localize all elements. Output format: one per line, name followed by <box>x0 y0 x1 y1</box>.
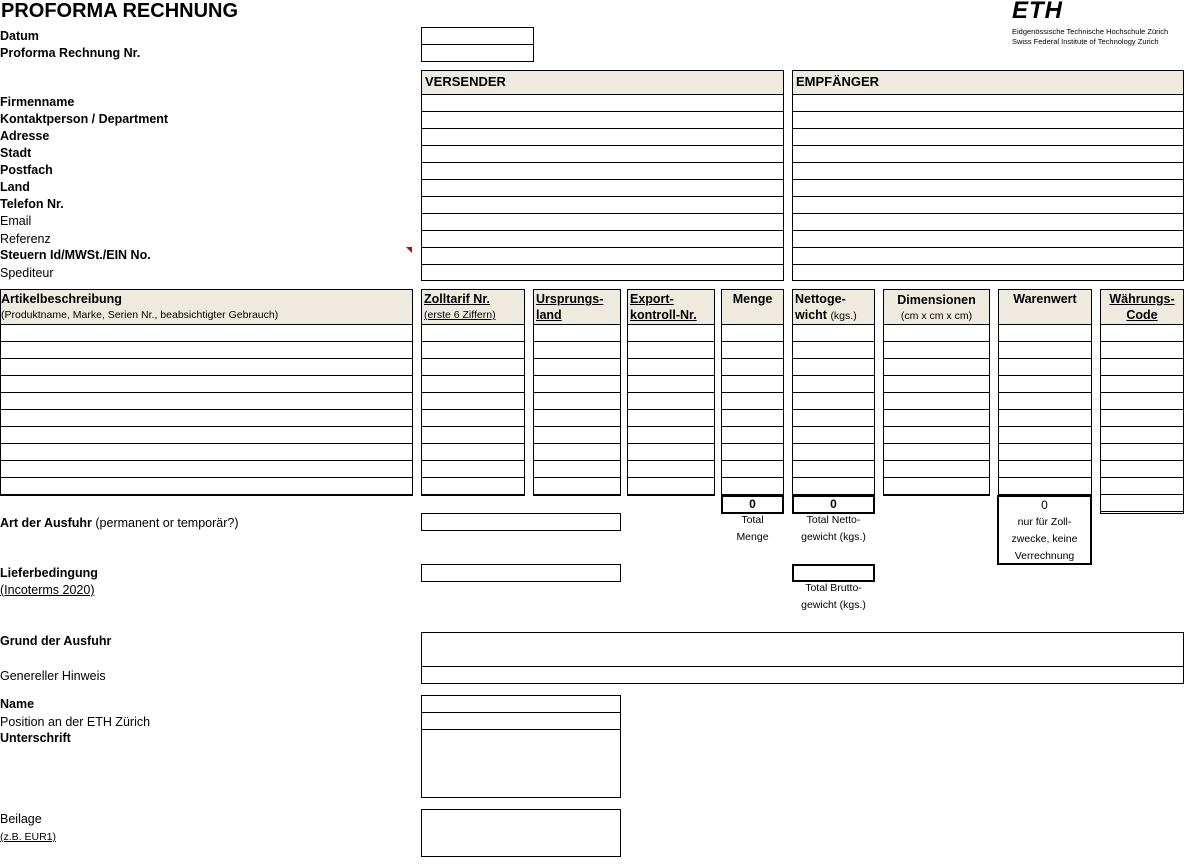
warenwert-rows[interactable] <box>998 324 1092 496</box>
col-artikel <box>0 289 413 325</box>
total-warenwert-note-1: nur für Zoll- <box>1017 516 1072 528</box>
col-ursprung-line1: Ursprungs- <box>536 292 604 306</box>
total-menge-label <box>721 512 784 546</box>
name-field[interactable] <box>421 695 621 713</box>
exportkontroll-rows[interactable] <box>627 324 715 496</box>
label-grund-der-ausfuhr: Grund der Ausfuhr <box>0 634 112 648</box>
col-warenwert-title: Warenwert <box>1013 292 1077 306</box>
menge-rows[interactable] <box>721 324 784 496</box>
label-firmenname: Firmenname <box>0 95 75 109</box>
position-field[interactable] <box>421 712 621 730</box>
total-netto-label <box>786 512 881 546</box>
total-netto-label-2: gewicht (kgs.) <box>801 531 866 543</box>
eth-logo-mark: ETH <box>1012 0 1063 24</box>
col-zolltarif <box>421 289 525 325</box>
artikel-rows[interactable] <box>0 324 413 496</box>
label-beilage-hint: (z.B. EUR1) <box>0 831 57 843</box>
label-steuern: Steuern Id/MWSt./EIN No. <box>0 248 151 262</box>
label-stadt: Stadt <box>0 146 32 160</box>
total-warenwert-value: 0 <box>1041 498 1048 512</box>
col-netto-line2: wicht <box>795 308 827 322</box>
label-art-der-ausfuhr-title: Art der Ausfuhr <box>0 516 92 530</box>
col-artikel-sub: (Produktname, Marke, Serien Nr., beabsichtigter Gebrauch) <box>1 309 279 321</box>
lieferbedingung-field[interactable] <box>421 564 621 582</box>
col-waehrung-line1: Währungs- <box>1109 292 1175 306</box>
col-waehrung-line2: Code <box>1126 308 1158 322</box>
col-zolltarif-sub: (erste 6 Ziffern) <box>424 309 496 321</box>
label-name: Name <box>0 697 35 711</box>
nettogewicht-rows[interactable] <box>792 324 875 496</box>
waehrung-rows[interactable] <box>1100 324 1184 514</box>
label-genereller-hinweis: Genereller Hinweis <box>0 669 106 683</box>
col-zolltarif-title: Zolltarif Nr. <box>424 292 490 306</box>
label-art-der-ausfuhr-hint: (permanent or temporär?) <box>95 516 239 530</box>
empfaenger-header: EMPFÄNGER <box>792 70 1184 95</box>
col-export-line1: Export- <box>630 292 674 306</box>
col-netto-line1: Nettoge- <box>795 292 846 306</box>
art-der-ausfuhr-field[interactable] <box>421 513 621 531</box>
label-email: Email <box>0 214 32 228</box>
col-warenwert <box>998 289 1092 325</box>
total-brutto-label-2: gewicht (kgs.) <box>801 599 866 611</box>
col-ursprungsland <box>533 289 621 325</box>
total-netto-value: 0 <box>792 495 875 514</box>
genereller-hinweis-field[interactable] <box>421 666 1184 684</box>
col-waehrung <box>1100 289 1184 325</box>
label-land: Land <box>0 180 30 194</box>
label-spediteur: Spediteur <box>0 266 54 280</box>
versender-fields[interactable] <box>421 94 784 281</box>
col-menge <box>721 289 784 325</box>
col-exportkontroll <box>627 289 715 325</box>
label-beilage: Beilage <box>0 812 42 826</box>
ursprungsland-rows[interactable] <box>533 324 621 496</box>
proforma-nr-field[interactable] <box>421 44 534 62</box>
label-adresse: Adresse <box>0 129 50 143</box>
total-netto-label-1: Total Netto- <box>806 514 861 526</box>
grund-der-ausfuhr-field[interactable] <box>421 632 1184 667</box>
col-menge-title: Menge <box>732 292 773 306</box>
page-title: PROFORMA RECHNUNG <box>1 0 239 22</box>
label-datum: Datum <box>0 29 39 43</box>
label-kontaktperson: Kontaktperson / Department <box>0 112 169 126</box>
col-export-line2: kontroll-Nr. <box>630 308 697 322</box>
col-dimensionen <box>883 289 990 325</box>
comment-marker-icon[interactable] <box>406 247 412 253</box>
label-referenz: Referenz <box>0 232 51 246</box>
col-dimensionen-title: Dimensionen <box>897 293 976 307</box>
versender-header: VERSENDER <box>421 70 784 95</box>
total-brutto-label-1: Total Brutto- <box>805 582 862 594</box>
label-art-der-ausfuhr <box>0 516 239 530</box>
dimensionen-rows[interactable] <box>883 324 990 496</box>
label-lieferbedingung: Lieferbedingung <box>0 566 98 580</box>
zolltarif-rows[interactable] <box>421 324 525 496</box>
label-incoterms: (Incoterms 2020) <box>0 583 95 597</box>
total-brutto-label <box>786 580 881 614</box>
datum-field[interactable] <box>421 27 534 45</box>
beilage-field[interactable] <box>421 809 621 857</box>
total-menge-label-1: Total <box>741 514 764 526</box>
total-menge-value: 0 <box>721 495 784 514</box>
col-dimensionen-sub: (cm x cm x cm) <box>900 310 973 322</box>
col-netto-unit: (kgs.) <box>830 310 857 322</box>
label-postfach: Postfach <box>0 163 53 177</box>
col-nettogewicht <box>792 289 875 325</box>
col-artikel-title: Artikelbeschreibung <box>1 292 122 306</box>
col-ursprung-line2: land <box>536 308 562 322</box>
label-telefon: Telefon Nr. <box>0 197 64 211</box>
label-position: Position an der ETH Zürich <box>0 715 151 729</box>
total-warenwert-box <box>997 495 1092 565</box>
eth-logo <box>1012 0 1182 48</box>
label-proforma-nr: Proforma Rechnung Nr. <box>0 46 141 60</box>
total-menge-label-2: Menge <box>736 531 769 543</box>
total-warenwert-note-2: zwecke, keine <box>1011 533 1078 545</box>
empfaenger-fields[interactable] <box>792 94 1184 281</box>
label-unterschrift: Unterschrift <box>0 731 71 745</box>
unterschrift-field[interactable] <box>421 729 621 798</box>
eth-logo-line1: Eidgenössische Technische Hochschule Zürich <box>1012 27 1169 36</box>
total-warenwert-note-3: Verrechnung <box>1014 550 1075 562</box>
eth-logo-line2: Swiss Federal Institute of Technology Zurich <box>1012 37 1159 46</box>
